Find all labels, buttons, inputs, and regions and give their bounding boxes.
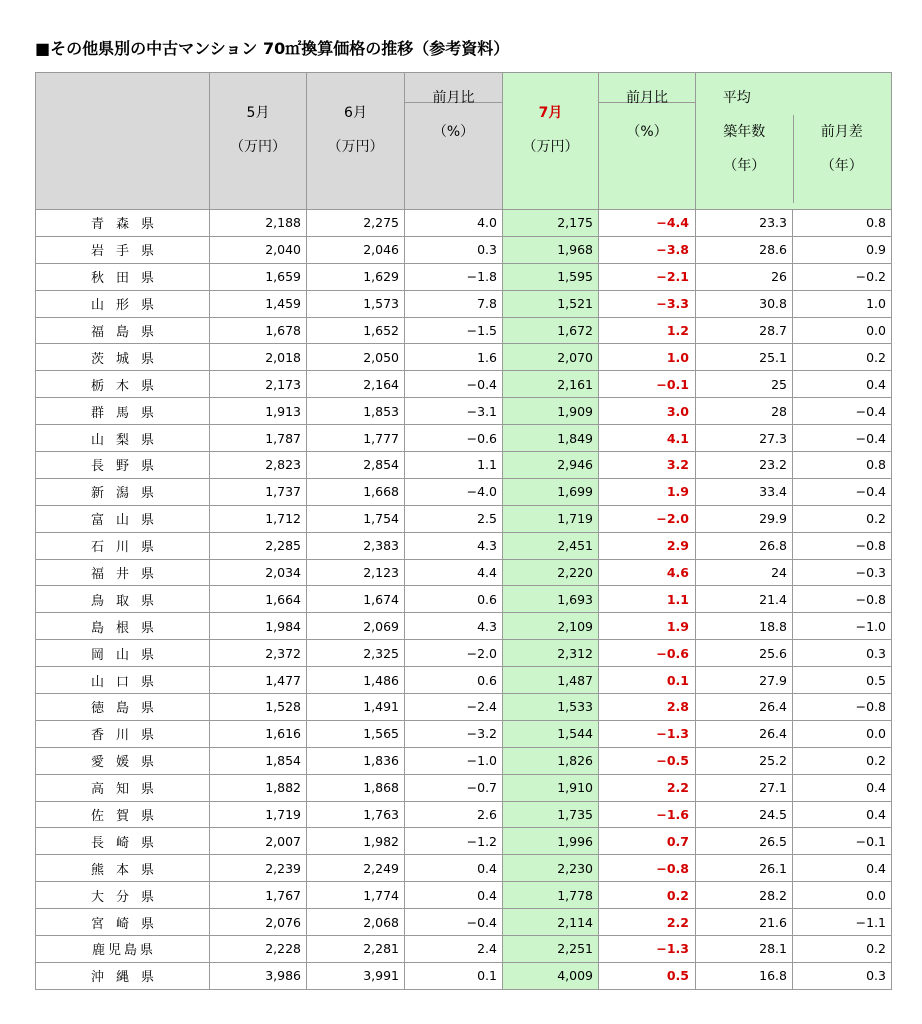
avg-age-cell: 18.8: [696, 613, 793, 640]
jun-price-cell: 1,629: [307, 263, 405, 290]
page-title: ■その他県別の中古マンション 70㎡換算価格の推移（参考資料）: [35, 39, 510, 58]
table-row: [36, 478, 892, 505]
may-price-cell: 1,664: [210, 586, 307, 613]
avg-age-cell: 24.5: [696, 801, 793, 828]
jun-price-cell: 1,652: [307, 317, 405, 344]
header-age-diff-label: 前月差: [820, 123, 863, 140]
jun-price-cell: 1,868: [307, 774, 405, 801]
jul-price-cell: 2,070: [503, 344, 599, 371]
may-price-cell: 2,034: [210, 559, 307, 586]
jul-change-cell: −0.5: [599, 747, 696, 774]
may-price-cell: 1,913: [210, 398, 307, 425]
jul-change-cell: −4.4: [599, 210, 696, 237]
jul-change-cell: 2.2: [599, 774, 696, 801]
jun-price-cell: 3,991: [307, 962, 405, 989]
age-diff-cell: 0.9: [793, 236, 892, 263]
table-row: [36, 398, 892, 425]
avg-age-cell: 27.1: [696, 774, 793, 801]
age-diff-cell: −1.0: [793, 613, 892, 640]
jul-price-cell: 1,910: [503, 774, 599, 801]
price-table: [35, 72, 892, 990]
avg-age-cell: 30.8: [696, 290, 793, 317]
header-may: [210, 73, 307, 210]
jun-change-cell: 0.1: [405, 962, 503, 989]
jun-change-cell: 0.4: [405, 882, 503, 909]
prefecture-cell: 新潟県: [36, 478, 210, 505]
may-price-cell: 1,678: [210, 317, 307, 344]
jul-price-cell: 2,161: [503, 371, 599, 398]
may-price-cell: 1,719: [210, 801, 307, 828]
header-age-diff-unit: （年）: [820, 157, 863, 174]
age-diff-cell: −1.1: [793, 909, 892, 936]
table-row: [36, 640, 892, 667]
jun-price-cell: 1,491: [307, 694, 405, 721]
age-diff-cell: 0.0: [793, 317, 892, 344]
jul-change-cell: −1.3: [599, 936, 696, 963]
table-row: [36, 667, 892, 694]
header-jun-month: 6月: [344, 105, 367, 121]
jul-price-cell: 1,672: [503, 317, 599, 344]
prefecture-cell: 沖縄県: [36, 962, 210, 989]
prefecture-cell: 青森県: [36, 210, 210, 237]
table-row: [36, 801, 892, 828]
jul-price-cell: 1,521: [503, 290, 599, 317]
jun-price-cell: 2,325: [307, 640, 405, 667]
jul-price-cell: 2,220: [503, 559, 599, 586]
table-row: [36, 425, 892, 452]
age-diff-cell: 0.0: [793, 720, 892, 747]
jun-change-cell: 0.6: [405, 586, 503, 613]
table-row: [36, 694, 892, 721]
may-price-cell: 2,018: [210, 344, 307, 371]
table-row: [36, 371, 892, 398]
age-diff-cell: 0.3: [793, 640, 892, 667]
jul-price-cell: 1,735: [503, 801, 599, 828]
avg-age-cell: 27.9: [696, 667, 793, 694]
jun-change-cell: 2.5: [405, 505, 503, 532]
avg-age-cell: 24: [696, 559, 793, 586]
may-price-cell: 3,986: [210, 962, 307, 989]
table-row: [36, 613, 892, 640]
jun-change-cell: 4.0: [405, 210, 503, 237]
age-diff-cell: 1.0: [793, 290, 892, 317]
prefecture-cell: 大分県: [36, 882, 210, 909]
header-jun-chg: [405, 90, 503, 210]
may-price-cell: 2,173: [210, 371, 307, 398]
jun-price-cell: 2,050: [307, 344, 405, 371]
avg-age-cell: 27.3: [696, 425, 793, 452]
jun-change-cell: −2.0: [405, 640, 503, 667]
jun-price-cell: 1,763: [307, 801, 405, 828]
header-jun-chg-unit: （%）: [432, 124, 475, 140]
jun-change-cell: −3.1: [405, 398, 503, 425]
table-row: [36, 936, 892, 963]
prefecture-cell: 群馬県: [36, 398, 210, 425]
jun-price-cell: 1,774: [307, 882, 405, 909]
prefecture-cell: 岩手県: [36, 236, 210, 263]
age-diff-cell: 0.2: [793, 505, 892, 532]
jul-price-cell: 4,009: [503, 962, 599, 989]
jun-change-cell: −3.2: [405, 720, 503, 747]
jul-change-cell: −3.3: [599, 290, 696, 317]
may-price-cell: 1,459: [210, 290, 307, 317]
jun-change-cell: 2.6: [405, 801, 503, 828]
jul-change-cell: 1.9: [599, 613, 696, 640]
jun-change-cell: −1.5: [405, 317, 503, 344]
jul-change-cell: 0.7: [599, 828, 696, 855]
header-jun-chg-label: 前月比: [432, 90, 475, 106]
age-diff-cell: 0.4: [793, 371, 892, 398]
may-price-cell: 1,787: [210, 425, 307, 452]
may-price-cell: 1,659: [210, 263, 307, 290]
jul-change-cell: 3.0: [599, 398, 696, 425]
jul-price-cell: 1,693: [503, 586, 599, 613]
jul-price-cell: 1,968: [503, 236, 599, 263]
jun-price-cell: 1,668: [307, 478, 405, 505]
jul-price-cell: 1,544: [503, 720, 599, 747]
jun-change-cell: −4.0: [405, 478, 503, 505]
age-diff-cell: −0.4: [793, 478, 892, 505]
prefecture-cell: 長崎県: [36, 828, 210, 855]
jul-change-cell: −3.8: [599, 236, 696, 263]
jun-change-cell: 4.3: [405, 613, 503, 640]
header-may-unit: （万円）: [230, 139, 286, 155]
jul-price-cell: 2,251: [503, 936, 599, 963]
age-diff-cell: −0.4: [793, 425, 892, 452]
may-price-cell: 2,285: [210, 532, 307, 559]
prefecture-cell: 茨城県: [36, 344, 210, 371]
table-row: [36, 532, 892, 559]
jul-price-cell: 1,533: [503, 694, 599, 721]
jul-change-cell: 1.1: [599, 586, 696, 613]
jun-change-cell: −1.0: [405, 747, 503, 774]
jul-change-cell: 3.2: [599, 452, 696, 479]
table-row: [36, 344, 892, 371]
avg-age-cell: 26.4: [696, 694, 793, 721]
avg-age-cell: 29.9: [696, 505, 793, 532]
age-diff-cell: 0.2: [793, 936, 892, 963]
table-row: [36, 505, 892, 532]
jul-change-cell: 2.9: [599, 532, 696, 559]
may-price-cell: 1,984: [210, 613, 307, 640]
prefecture-cell: 長野県: [36, 452, 210, 479]
header-may-month: 5月: [246, 105, 270, 121]
avg-age-cell: 26.8: [696, 532, 793, 559]
table-row: [36, 236, 892, 263]
prefecture-cell: 島根県: [36, 613, 210, 640]
age-diff-cell: 0.5: [793, 667, 892, 694]
prefecture-cell: 宮崎県: [36, 909, 210, 936]
header-jul-chg-label: 前月比: [626, 90, 668, 106]
avg-age-cell: 28.1: [696, 936, 793, 963]
jun-change-cell: 0.4: [405, 855, 503, 882]
may-price-cell: 1,854: [210, 747, 307, 774]
age-diff-cell: −0.8: [793, 586, 892, 613]
avg-age-cell: 16.8: [696, 962, 793, 989]
header-jul: [503, 73, 599, 210]
jun-price-cell: 2,164: [307, 371, 405, 398]
avg-age-cell: 25: [696, 371, 793, 398]
header-jul-unit: （万円）: [522, 139, 579, 155]
header-age-unit: （年）: [723, 157, 766, 174]
header-age-label2: 築年数: [723, 123, 766, 140]
may-price-cell: 1,528: [210, 694, 307, 721]
may-price-cell: 2,372: [210, 640, 307, 667]
avg-age-cell: 26.1: [696, 855, 793, 882]
header-age-diff: [793, 103, 892, 210]
jul-price-cell: 2,312: [503, 640, 599, 667]
avg-age-cell: 28: [696, 398, 793, 425]
jul-change-cell: 2.8: [599, 694, 696, 721]
prefecture-cell: 愛媛県: [36, 747, 210, 774]
table-row: [36, 290, 892, 317]
jun-change-cell: 4.4: [405, 559, 503, 586]
jun-price-cell: 1,486: [307, 667, 405, 694]
jul-price-cell: 1,909: [503, 398, 599, 425]
jul-change-cell: 4.1: [599, 425, 696, 452]
jul-change-cell: 2.2: [599, 909, 696, 936]
jul-price-cell: 2,230: [503, 855, 599, 882]
jul-price-cell: 2,114: [503, 909, 599, 936]
age-diff-cell: 0.4: [793, 774, 892, 801]
jun-price-cell: 2,383: [307, 532, 405, 559]
may-price-cell: 1,616: [210, 720, 307, 747]
jun-price-cell: 2,068: [307, 909, 405, 936]
may-price-cell: 2,239: [210, 855, 307, 882]
prefecture-cell: 鹿児島県: [36, 936, 210, 963]
may-price-cell: 1,767: [210, 882, 307, 909]
jun-price-cell: 1,573: [307, 290, 405, 317]
avg-age-cell: 33.4: [696, 478, 793, 505]
table-row: [36, 909, 892, 936]
age-diff-cell: −0.8: [793, 532, 892, 559]
header-blank: [36, 73, 210, 210]
jun-price-cell: 1,754: [307, 505, 405, 532]
jul-change-cell: 1.0: [599, 344, 696, 371]
jun-change-cell: −0.6: [405, 425, 503, 452]
jul-change-cell: −0.8: [599, 855, 696, 882]
avg-age-cell: 28.7: [696, 317, 793, 344]
avg-age-cell: 21.4: [696, 586, 793, 613]
prefecture-cell: 福井県: [36, 559, 210, 586]
table-row: [36, 774, 892, 801]
age-diff-cell: 0.4: [793, 801, 892, 828]
header-age-label1: 平均: [722, 89, 751, 106]
table-row: [36, 882, 892, 909]
jun-change-cell: −1.2: [405, 828, 503, 855]
header-jun-unit: （万円）: [327, 139, 384, 155]
jun-change-cell: −2.4: [405, 694, 503, 721]
may-price-cell: 2,823: [210, 452, 307, 479]
header-jul-chg-unit: （%）: [626, 124, 668, 140]
jul-price-cell: 1,778: [503, 882, 599, 909]
jul-price-cell: 1,595: [503, 263, 599, 290]
jul-change-cell: 1.2: [599, 317, 696, 344]
header-jul-month: 7月: [538, 105, 563, 121]
jul-change-cell: −1.6: [599, 801, 696, 828]
age-diff-cell: 0.3: [793, 962, 892, 989]
jun-price-cell: 2,123: [307, 559, 405, 586]
age-diff-cell: 0.4: [793, 855, 892, 882]
header-age: [696, 89, 793, 210]
avg-age-cell: 26.5: [696, 828, 793, 855]
prefecture-cell: 鳥取県: [36, 586, 210, 613]
may-price-cell: 1,712: [210, 505, 307, 532]
jun-change-cell: 2.4: [405, 936, 503, 963]
age-diff-cell: −0.8: [793, 694, 892, 721]
jul-price-cell: 2,109: [503, 613, 599, 640]
jul-price-cell: 1,826: [503, 747, 599, 774]
table-row: [36, 317, 892, 344]
prefecture-cell: 高知県: [36, 774, 210, 801]
jul-price-cell: 1,719: [503, 505, 599, 532]
jul-change-cell: −2.1: [599, 263, 696, 290]
jun-price-cell: 2,275: [307, 210, 405, 237]
age-diff-cell: 0.2: [793, 344, 892, 371]
jul-change-cell: −2.0: [599, 505, 696, 532]
table-row: [36, 210, 892, 237]
prefecture-cell: 岡山県: [36, 640, 210, 667]
age-diff-cell: 0.2: [793, 747, 892, 774]
prefecture-cell: 山形県: [36, 290, 210, 317]
jun-price-cell: 1,836: [307, 747, 405, 774]
jul-change-cell: 0.1: [599, 667, 696, 694]
jun-price-cell: 2,046: [307, 236, 405, 263]
prefecture-cell: 香川県: [36, 720, 210, 747]
jul-price-cell: 1,996: [503, 828, 599, 855]
jul-change-cell: 4.6: [599, 559, 696, 586]
header-jun: [307, 73, 405, 210]
jun-price-cell: 1,777: [307, 425, 405, 452]
age-diff-cell: 0.0: [793, 882, 892, 909]
table-row: [36, 720, 892, 747]
age-diff-cell: −0.4: [793, 398, 892, 425]
header-jul-chg: [599, 90, 696, 210]
age-diff-cell: −0.1: [793, 828, 892, 855]
jul-price-cell: 1,487: [503, 667, 599, 694]
prefecture-cell: 栃木県: [36, 371, 210, 398]
prefecture-cell: 福島県: [36, 317, 210, 344]
jun-price-cell: 2,249: [307, 855, 405, 882]
table-row: [36, 747, 892, 774]
jul-change-cell: −0.1: [599, 371, 696, 398]
avg-age-cell: 25.2: [696, 747, 793, 774]
jun-change-cell: 0.6: [405, 667, 503, 694]
avg-age-cell: 25.6: [696, 640, 793, 667]
table-row: [36, 452, 892, 479]
table-row: [36, 263, 892, 290]
jun-change-cell: 1.1: [405, 452, 503, 479]
may-price-cell: 1,477: [210, 667, 307, 694]
age-diff-cell: −0.2: [793, 263, 892, 290]
jul-price-cell: 2,451: [503, 532, 599, 559]
avg-age-cell: 26: [696, 263, 793, 290]
may-price-cell: 2,188: [210, 210, 307, 237]
prefecture-cell: 秋田県: [36, 263, 210, 290]
jun-change-cell: −1.8: [405, 263, 503, 290]
jul-price-cell: 1,699: [503, 478, 599, 505]
prefecture-cell: 熊本県: [36, 855, 210, 882]
prefecture-cell: 石川県: [36, 532, 210, 559]
avg-age-cell: 23.3: [696, 210, 793, 237]
prefecture-cell: 山口県: [36, 667, 210, 694]
jun-price-cell: 1,674: [307, 586, 405, 613]
jul-change-cell: 0.5: [599, 962, 696, 989]
jun-change-cell: −0.4: [405, 371, 503, 398]
avg-age-cell: 21.6: [696, 909, 793, 936]
may-price-cell: 1,882: [210, 774, 307, 801]
may-price-cell: 2,040: [210, 236, 307, 263]
jun-change-cell: −0.7: [405, 774, 503, 801]
table-row: [36, 962, 892, 989]
table-row: [36, 855, 892, 882]
prefecture-cell: 山梨県: [36, 425, 210, 452]
jul-change-cell: −1.3: [599, 720, 696, 747]
age-diff-cell: 0.8: [793, 210, 892, 237]
avg-age-cell: 28.6: [696, 236, 793, 263]
jul-change-cell: 1.9: [599, 478, 696, 505]
jul-price-cell: 2,175: [503, 210, 599, 237]
may-price-cell: 2,228: [210, 936, 307, 963]
jul-price-cell: 1,849: [503, 425, 599, 452]
jun-price-cell: 1,565: [307, 720, 405, 747]
table-row: [36, 828, 892, 855]
jul-change-cell: 0.2: [599, 882, 696, 909]
prefecture-cell: 徳島県: [36, 694, 210, 721]
may-price-cell: 1,737: [210, 478, 307, 505]
age-diff-cell: 0.8: [793, 452, 892, 479]
prefecture-cell: 富山県: [36, 505, 210, 532]
prefecture-cell: 佐賀県: [36, 801, 210, 828]
jun-price-cell: 1,982: [307, 828, 405, 855]
jun-change-cell: 0.3: [405, 236, 503, 263]
avg-age-cell: 26.4: [696, 720, 793, 747]
table-row: [36, 559, 892, 586]
jul-change-cell: −0.6: [599, 640, 696, 667]
jul-price-cell: 2,946: [503, 452, 599, 479]
may-price-cell: 2,007: [210, 828, 307, 855]
jun-change-cell: 1.6: [405, 344, 503, 371]
avg-age-cell: 23.2: [696, 452, 793, 479]
avg-age-cell: 28.2: [696, 882, 793, 909]
avg-age-cell: 25.1: [696, 344, 793, 371]
jun-price-cell: 2,281: [307, 936, 405, 963]
may-price-cell: 2,076: [210, 909, 307, 936]
jun-price-cell: 2,069: [307, 613, 405, 640]
table-row: [36, 586, 892, 613]
jun-change-cell: 7.8: [405, 290, 503, 317]
jun-change-cell: −0.4: [405, 909, 503, 936]
jun-price-cell: 1,853: [307, 398, 405, 425]
jun-price-cell: 2,854: [307, 452, 405, 479]
age-diff-cell: −0.3: [793, 559, 892, 586]
jun-change-cell: 4.3: [405, 532, 503, 559]
